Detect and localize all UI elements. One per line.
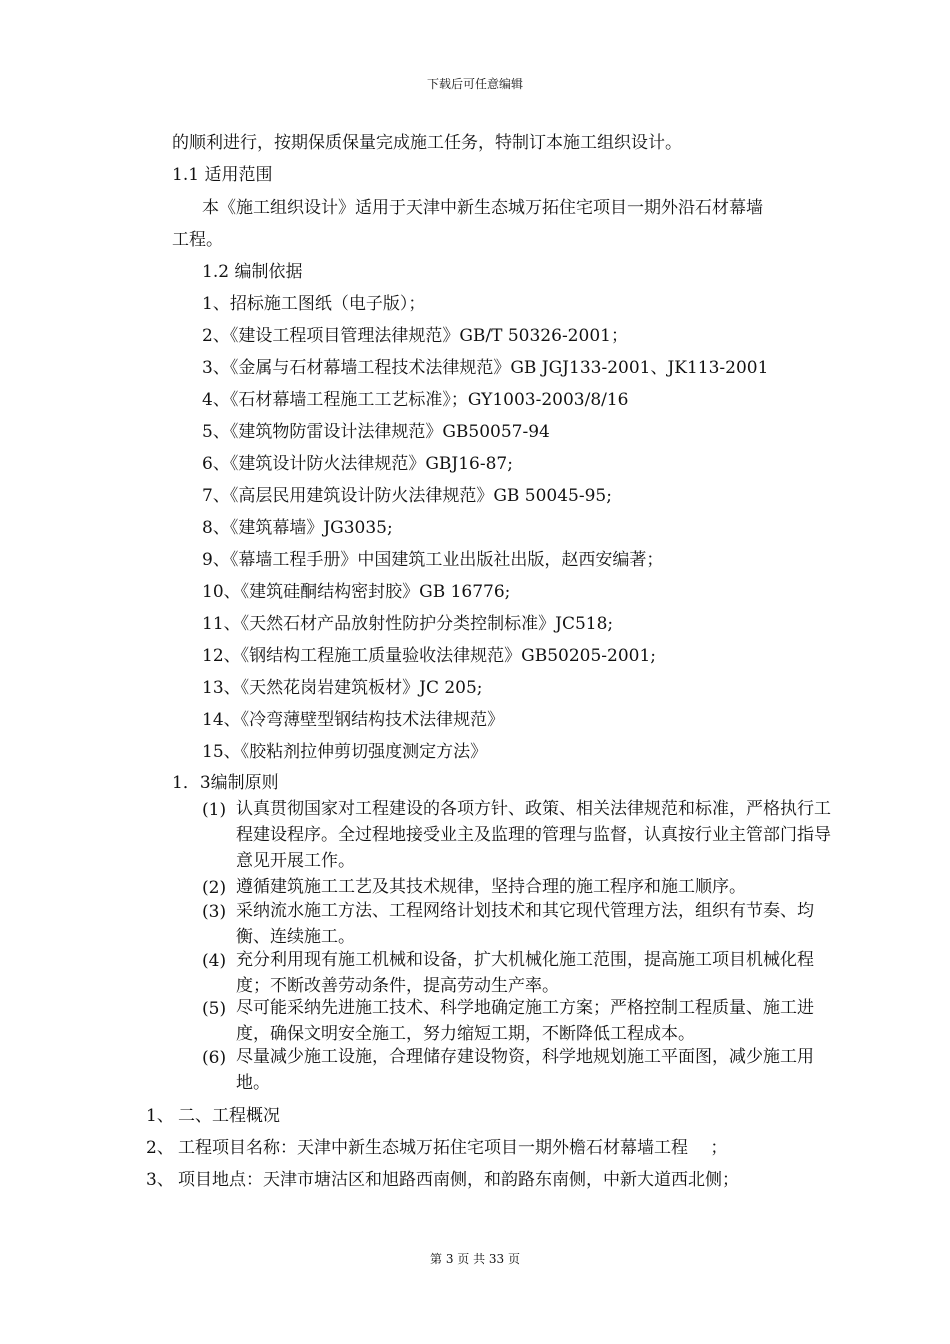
overview-item: 工程项目名称：天津中新生态城万拓住宅项目一期外檐石材幕墙工程 ；	[178, 1138, 728, 1158]
principle-number: (5)	[202, 999, 227, 1019]
section-1-1-title: 1.1 适用范围	[172, 165, 273, 185]
basis-item: 13、《天然花岗岩建筑板材》JC 205;	[202, 678, 483, 698]
section-1-2-title: 1.2 编制依据	[202, 262, 303, 282]
principle-number: (4)	[202, 951, 227, 971]
basis-item: 9、《幕墙工程手册》中国建筑工业出版社出版，赵西安编著；	[202, 550, 664, 570]
basis-item: 1、招标施工图纸（电子版）；	[202, 294, 426, 314]
overview-number: 2、	[146, 1138, 174, 1158]
basis-item: 8、《建筑幕墙》JG3035;	[202, 518, 393, 538]
principle-text: 尽量减少施工设施，合理储存建设物资，科学地规划施工平面图，减少施工用地。	[236, 1047, 814, 1093]
overview-heading: 二、工程概况	[178, 1106, 280, 1126]
principle-text: 充分利用现有施工机械和设备，扩大机械化施工范围，提高施工项目机械化程度；不断改善劳动条件，提高劳动生产率。	[236, 950, 814, 996]
basis-item: 10、《建筑硅酮结构密封胶》GB 16776;	[202, 582, 511, 602]
basis-item: 11、《天然石材产品放射性防护分类控制标准》JC518;	[202, 614, 614, 634]
intro-tail: 的顺利进行，按期保质保量完成施工任务，特制订本施工组织设计。	[172, 133, 682, 153]
section-1-3-title: 1．3编制原则	[172, 773, 279, 793]
principle-text: 遵循建筑施工工艺及其技术规律，坚持合理的施工程序和施工顺序。	[236, 877, 746, 897]
basis-item: 6、《建筑设计防火法律规范》GBJ16-87;	[202, 454, 513, 474]
principle-text: 采纳流水施工方法、工程网络计划技术和其它现代管理方法，组织有节奏、均衡、连续施工。	[236, 901, 814, 947]
overview-number: 1、	[146, 1106, 174, 1126]
basis-item: 7、《高层民用建筑设计防火法律规范》GB 50045-95;	[202, 486, 612, 506]
basis-item: 14、《冷弯薄壁型钢结构技术法律规范》	[202, 710, 505, 730]
overview-item: 项目地点：天津市塘沽区和旭路西南侧，和韵路东南侧，中新大道西北侧；	[178, 1170, 739, 1190]
section-1-1-text: 本《施工组织设计》适用于天津中新生态城万拓住宅项目一期外沿石材幕墙	[202, 198, 763, 218]
basis-item: 12、《钢结构工程施工质量验收法律规范》GB50205-2001;	[202, 646, 657, 666]
page-footer: 第 3 页 共 33 页	[430, 1252, 520, 1266]
section-1-1-text-cont: 工程。	[172, 230, 223, 250]
principle-number: (1)	[202, 800, 227, 820]
basis-item: 3、《金属与石材幕墙工程技术法律规范》GB JGJ133-2001、JK113-2001	[202, 358, 769, 378]
principle-number: (6)	[202, 1048, 227, 1068]
principle-number: (3)	[202, 902, 227, 922]
overview-number: 3、	[146, 1170, 174, 1190]
page-header: 下载后可任意编辑	[426, 77, 523, 91]
basis-item: 5、《建筑物防雷设计法律规范》GB50057-94	[202, 422, 550, 442]
basis-item: 4、《石材幕墙工程施工工艺标准》；GY1003-2003/8/16	[202, 390, 629, 410]
principle-text: 认真贯彻国家对工程建设的各项方针、政策、相关法律规范和标准，严格执行工程建设程序。全过程地接受业主及监理的管理与监督，认真按行业主管部门指导意见开展工作。	[236, 799, 831, 871]
principle-text: 尽可能采纳先进施工技术、科学地确定施工方案；严格控制工程质量、施工进度，确保文明安全施工，努力缩短工期，不断降低工程成本。	[236, 998, 814, 1044]
principle-number: (2)	[202, 878, 227, 898]
basis-item: 15、《胶粘剂拉伸剪切强度测定方法》	[202, 742, 488, 762]
basis-item: 2、《建设工程项目管理法律规范》GB/T 50326-2001；	[202, 326, 628, 346]
